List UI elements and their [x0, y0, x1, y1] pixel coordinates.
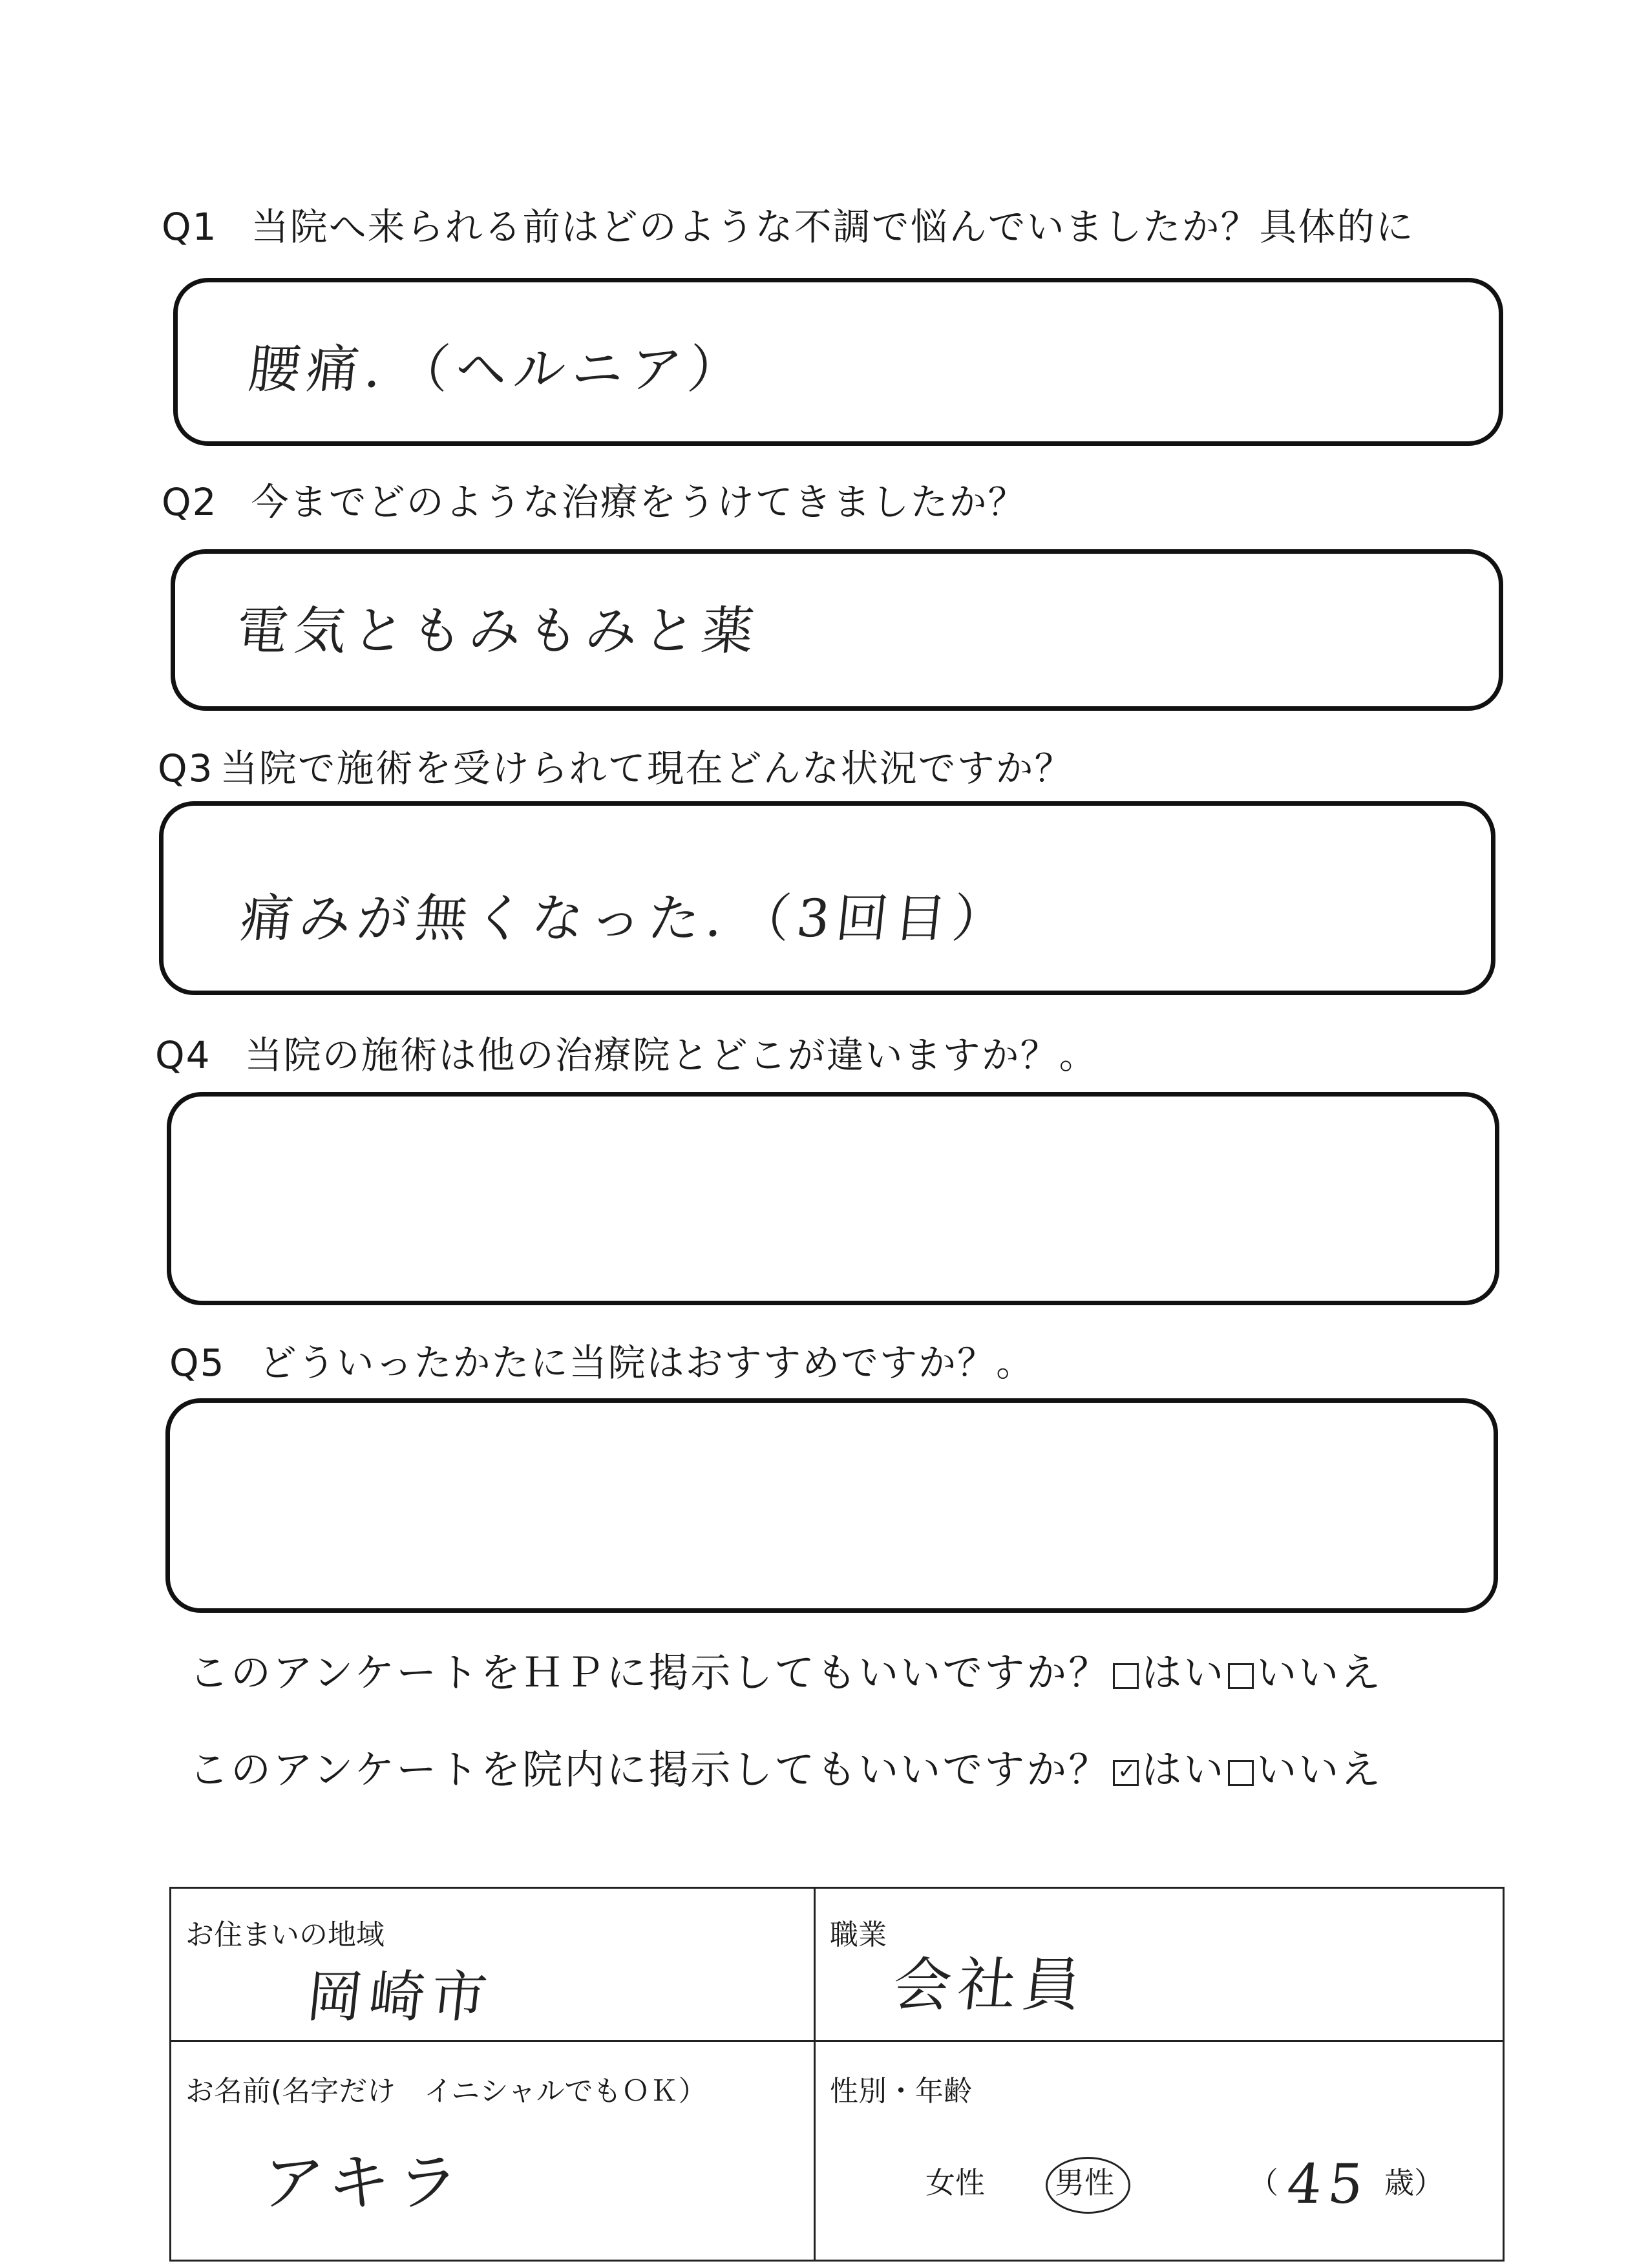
consent-hp — [189, 1649, 1383, 1696]
area-value: 岡崎市 — [303, 1965, 497, 2030]
q5-number: Q5 — [169, 1341, 226, 1385]
age-value[interactable]: 45 — [1284, 2152, 1373, 2216]
consent-clinic — [189, 1746, 1383, 1793]
consent-hp-no-label: いいえ — [1256, 1649, 1383, 1696]
q3-text: 当院で施術を受けられて現在どんな状況ですか？ — [220, 746, 1073, 790]
job-label: 職業 — [830, 1918, 887, 1951]
q2-answer-box[interactable] — [171, 549, 1503, 711]
q2-answer: 電気ともみもみと薬 — [233, 601, 763, 661]
check-mark-icon: ✓ — [1117, 1758, 1138, 1784]
q1-text: 当院へ来られる前はどのような不調で悩んでいましたか？具体的に — [251, 205, 1415, 249]
q1-number: Q1 — [162, 205, 218, 249]
q5-text: どういったかたに当院はおすすめですか？。 — [259, 1341, 1035, 1385]
q3-question — [158, 746, 1073, 790]
consent-clinic-text: このアンケートを院内に掲示してもいいですか？ — [189, 1746, 1111, 1793]
name-label: お名前(名字だけ イニシャルでもＯＫ） — [185, 2075, 707, 2108]
male-circle-mark — [1046, 2157, 1130, 2214]
area-cell[interactable] — [169, 1887, 816, 2042]
info-table — [169, 1887, 1505, 2262]
q3-answer-box[interactable] — [159, 801, 1495, 995]
area-label: お住まいの地域 — [185, 1918, 385, 1951]
q3-number: Q3 — [158, 746, 214, 790]
q3-answer: 痛みが無くなった．（3回目） — [238, 888, 1014, 949]
q4-text: 当院の施術は他の治療院とどこが違いますか？。 — [244, 1033, 1098, 1077]
q5-question — [169, 1341, 1035, 1385]
q4-answer-box[interactable] — [167, 1092, 1499, 1305]
q1-question — [162, 205, 1415, 249]
q2-number: Q2 — [162, 480, 218, 524]
consent-clinic-no-label: いいえ — [1256, 1746, 1383, 1793]
q1-answer-box[interactable] — [173, 278, 1503, 446]
male-option[interactable]: 男性 — [1055, 2165, 1114, 2200]
consent-clinic-yes-checkbox[interactable] — [1113, 1760, 1139, 1786]
job-cell[interactable] — [814, 1887, 1505, 2042]
q1-answer: 腰痛．（ヘルニア） — [246, 339, 750, 399]
q4-question — [155, 1033, 1098, 1077]
age-unit: 歳） — [1384, 2165, 1444, 2200]
consent-hp-no-checkbox[interactable] — [1228, 1663, 1254, 1689]
female-option[interactable]: 女性 — [925, 2165, 985, 2200]
q5-answer-box[interactable] — [165, 1398, 1498, 1613]
q2-text: 今までどのような治療をうけてきましたか？ — [251, 480, 1027, 524]
q4-number: Q4 — [155, 1033, 211, 1077]
consent-clinic-yes-label: はい — [1141, 1746, 1226, 1793]
consent-hp-yes-label: はい — [1141, 1649, 1226, 1696]
name-value: アキラ — [258, 2147, 469, 2219]
sex-age-cell[interactable] — [814, 2040, 1505, 2262]
q2-question — [162, 480, 1027, 524]
consent-hp-text: このアンケートをＨＰに掲示してもいいですか？ — [189, 1649, 1111, 1696]
sex-age-label: 性別・年齢 — [830, 2075, 972, 2108]
consent-clinic-no-checkbox[interactable] — [1228, 1760, 1254, 1786]
consent-hp-yes-checkbox[interactable] — [1113, 1663, 1139, 1689]
age-open-paren: （ — [1249, 2165, 1278, 2200]
job-value: 会社員 — [889, 1951, 1091, 2019]
name-cell[interactable] — [169, 2040, 816, 2262]
